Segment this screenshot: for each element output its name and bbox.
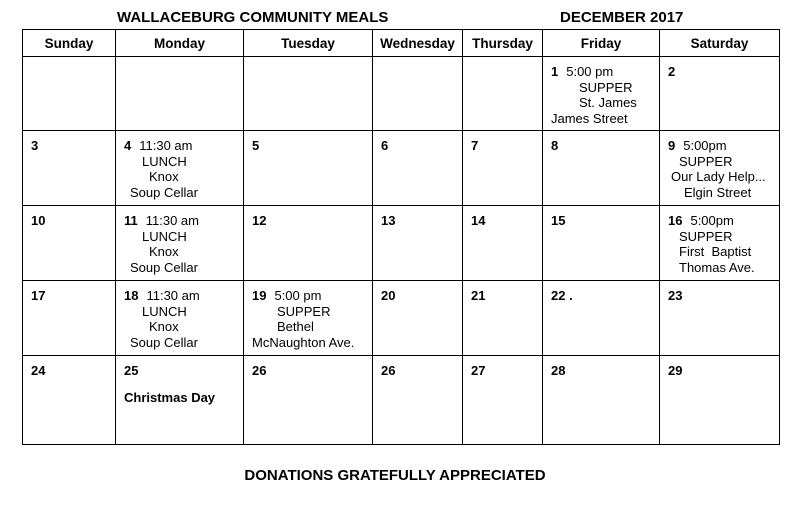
meal-street: McNaughton Ave. [252,334,355,350]
day-cell [373,281,463,356]
meal-location: Knox [149,319,179,334]
day-number: 5 [252,138,260,153]
meal-time: 5:00 pm [274,288,322,303]
day-number: 19 [252,288,267,303]
day-cell [463,281,543,356]
day-cell [660,206,780,281]
day-number: 14 [471,213,486,228]
day-cell [373,206,463,281]
week-row [23,281,780,356]
calendar-table [22,29,780,445]
day-number: 18 [124,288,139,303]
day-cell-empty [463,57,543,131]
meal-type: SUPPER [277,303,331,319]
week-row [23,356,780,445]
day-number: 9 [668,138,676,153]
day-number: 28 [551,363,566,378]
weekday-header: Wednesday [373,30,463,57]
day-number: 2 [668,64,676,79]
day-number: 4 [124,138,132,153]
meal-time: 11:30 am [139,138,193,153]
day-number: 13 [381,213,396,228]
day-number: 15 [551,213,566,228]
day-number: 10 [31,213,46,228]
weekday-header: Friday [543,30,660,57]
meal-street: Soup Cellar [130,184,198,200]
meal-street: James Street [551,110,628,126]
meal-location: Knox [149,244,179,259]
day-number: 26 [381,363,396,378]
day-cell [543,57,660,131]
day-cell [660,281,780,356]
day-number: 22 . [551,288,573,303]
day-cell [373,131,463,206]
meal-type: LUNCH [142,153,187,169]
meal-location: St. James [579,95,637,110]
meal-time: 5:00pm [690,213,734,228]
day-number: 23 [668,288,683,303]
meal-type: SUPPER [679,153,733,169]
weekday-header: Monday [116,30,244,57]
day-cell [463,356,543,445]
meal-type: SUPPER [579,79,633,95]
meal-type: SUPPER [679,228,733,244]
day-cell-empty [244,57,373,131]
day-cell [660,57,780,131]
day-cell [373,356,463,445]
meal-time: 5:00 pm [566,64,614,79]
meal-location: Bethel [277,319,314,334]
calendar-month: DECEMBER 2017 [560,9,684,26]
day-cell [543,206,660,281]
day-cell [116,131,244,206]
day-number: 21 [471,288,486,303]
day-number: 26 [252,363,267,378]
day-cell [244,281,373,356]
day-number: 27 [471,363,486,378]
holiday-label: Christmas Day [124,389,216,405]
weekday-header-row [23,30,780,57]
day-cell-empty [23,57,116,131]
day-number: 1 [551,64,559,79]
day-number: 29 [668,363,683,378]
meal-location: First Baptist [679,244,752,259]
weekday-header: Thursday [463,30,543,57]
day-number: 20 [381,288,396,303]
day-cell [463,206,543,281]
meal-street: Soup Cellar [130,334,198,350]
day-cell [543,356,660,445]
day-number: 25 [124,363,139,378]
day-cell [23,131,116,206]
day-cell-empty [116,57,244,131]
day-number: 24 [31,363,46,378]
day-number: 11 [124,213,138,228]
meal-street: Thomas Ave. [679,259,755,275]
day-cell [23,281,116,356]
day-cell-empty [373,57,463,131]
day-cell [116,356,244,445]
meal-time: 5:00pm [683,138,727,153]
meal-time: 11:30 am [145,213,199,228]
meal-type: LUNCH [142,228,187,244]
meal-location: Knox [149,169,179,184]
day-cell [116,206,244,281]
meal-time: 11:30 am [146,288,200,303]
weekday-header: Tuesday [244,30,373,57]
meal-location: Our Lady Help... [671,169,766,184]
donations-footer: DONATIONS GRATEFULLY APPRECIATED [244,467,546,484]
day-cell [660,356,780,445]
meal-type: LUNCH [142,303,187,319]
day-cell [660,131,780,206]
day-number: 12 [252,213,267,228]
day-cell [244,356,373,445]
day-number: 17 [31,288,46,303]
day-number: 8 [551,138,559,153]
day-number: 16 [668,213,683,228]
week-row [23,131,780,206]
meal-street: Soup Cellar [130,259,198,275]
day-cell [23,356,116,445]
weekday-header: Saturday [660,30,780,57]
day-cell [244,131,373,206]
day-number: 7 [471,138,479,153]
day-cell [543,131,660,206]
day-number: 6 [381,138,389,153]
day-cell [244,206,373,281]
day-cell [463,131,543,206]
calendar-title: WALLACEBURG COMMUNITY MEALS [117,9,389,26]
week-row [23,57,780,131]
day-cell [23,206,116,281]
day-cell [543,281,660,356]
day-cell [116,281,244,356]
weekday-header: Sunday [23,30,116,57]
day-number: 3 [31,138,39,153]
week-row [23,206,780,281]
meal-street: Elgin Street [684,184,752,200]
